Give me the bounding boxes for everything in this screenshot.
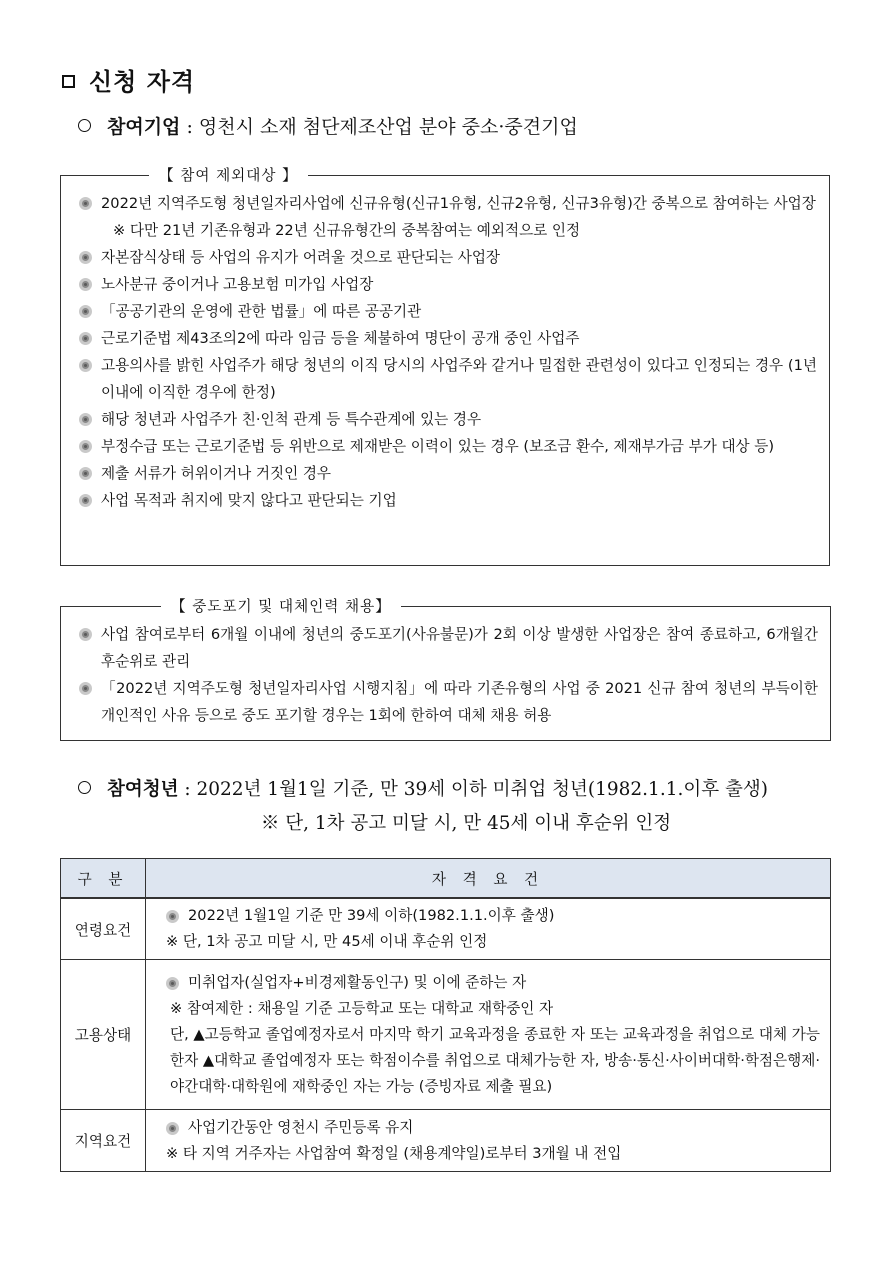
bullet-icon [79,278,92,291]
bullet-icon [79,251,92,264]
row-note: ※ 참여제한 : 채용일 기준 고등학교 또는 대학교 재학중인 자 [170,999,554,1017]
circle-bullet-icon [78,119,91,132]
bullet-icon [79,359,92,372]
square-bullet-icon [62,75,75,88]
row-category: 고용상태 [61,960,146,1110]
list-item: 부정수급 또는 근로기준법 등 위반으로 제재받은 이력이 있는 경우 (보조금 환수, 제재부가금 부가 대상 등) [79,433,817,460]
row-detail: 단, ▲고등학교 졸업예정자로서 마지막 학기 교육과정을 종료한 자 또는 교육과정을 취업으로 대체 가능한자 ▲대학교 졸업예정자 또는 학점이수를 취업으로 대체가능한 자, 방송·통신·사이버대학·학점은행제·야간대학·대학원에 재학중인 자는 가능 (증빙자료 제출 필요) [170,1025,820,1095]
youth-heading [78,773,838,841]
requirements-table [60,858,831,1172]
header-requirements: 자 격 요 건 [146,859,831,899]
bullet-icon [79,628,92,641]
bullet-icon [166,977,179,990]
bullet-icon [79,494,92,507]
row-category: 지역요건 [61,1110,146,1172]
row-note: ※ 타 지역 거주자는 사업참여 확정일 (채용계약일)로부터 3개월 내 전입 [166,1144,622,1162]
bullet-icon [79,332,92,345]
company-label: 참여기업 [107,116,181,138]
bullet-icon [166,910,179,923]
list-item: 자본잠식상태 등 사업의 유지가 어려울 것으로 판단되는 사업장 [79,244,817,271]
exclusion-title: 【 참여 제외대상 】 [149,162,308,189]
row-category: 연령요건 [61,898,146,960]
section-title: 신청 자격 [62,62,195,97]
dropout-box [60,598,831,741]
header-category: 구 분 [61,859,146,899]
table-row [61,1110,831,1172]
exclusion-box [60,167,830,566]
bullet-icon [79,305,92,318]
list-item: 근로기준법 제43조의2에 따라 임금 등을 체불하여 명단이 공개 중인 사업주 [79,325,817,352]
company-heading [78,112,578,139]
table-header-row [61,859,831,899]
list-item: 2022년 지역주도형 청년일자리사업에 신규유형(신규1유형, 신규2유형, 신규3유형)간 중복으로 참여하는 사업장 [79,190,817,217]
list-item: 미취업자(실업자+비경제활동인구) 및 이에 준하는 자 [166,970,820,996]
bullet-icon [79,440,92,453]
bullet-icon [79,197,92,210]
bullet-icon [79,467,92,480]
dropout-title: 【 중도포기 및 대체인력 채용】 [161,593,401,620]
bullet-icon [79,413,92,426]
list-item: 「2022년 지역주도형 청년일자리사업 시행지침」에 따라 기존유형의 사업 중 2021 신규 참여 청년의 부득이한 개인적인 사유 등으로 중도 포기할 경우는 1회에 한하여 대체 채용 허용 [79,675,818,729]
list-item: 노사분규 중이거나 고용보험 미가입 사업장 [79,271,817,298]
table-row [61,898,831,960]
company-text: : 영천시 소재 첨단제조산업 분야 중소·중견기업 [180,116,578,138]
list-item: 해당 청년과 사업주가 친·인척 관계 등 특수관계에 있는 경우 [79,406,817,433]
list-item: 「공공기관의 운영에 관한 법률」에 따른 공공기관 [79,298,817,325]
bullet-icon [166,1122,179,1135]
list-item: 2022년 1월1일 기준 만 39세 이하(1982.1.1.이후 출생) [166,903,820,929]
list-item: 사업 참여로부터 6개월 이내에 청년의 중도포기(사유불문)가 2회 이상 발생한 사업장은 참여 종료하고, 6개월간 후순위로 관리 [79,621,818,675]
youth-note: ※ 단, 1차 공고 미달 시, 만 45세 이내 후순위 인정 [260,813,672,834]
row-note: ※ 단, 1차 공고 미달 시, 만 45세 이내 후순위 인정 [166,933,488,950]
list-item: 사업기간동안 영천시 주민등록 유지 [166,1115,820,1141]
youth-label: 참여청년 [107,779,179,800]
exclusion-note: ※ 다만 21년 기존유형과 22년 신규유형간의 중복참여는 예외적으로 인정 [113,222,581,239]
youth-text: : 2022년 1월1일 기준, 만 39세 이하 미취업 청년(1982.1.1.이후 출생) [178,779,768,800]
table-row [61,960,831,1110]
list-item: 고용의사를 밝힌 사업주가 해당 청년의 이직 당시의 사업주와 같거나 밀접한 관련성이 있다고 인정되는 경우 (1년 이내에 이직한 경우에 한정) [79,352,817,406]
bullet-icon [79,682,92,695]
circle-bullet-icon [78,781,91,794]
list-item: 제출 서류가 허위이거나 거짓인 경우 [79,460,817,487]
list-item: 사업 목적과 취지에 맞지 않다고 판단되는 기업 [79,487,817,514]
